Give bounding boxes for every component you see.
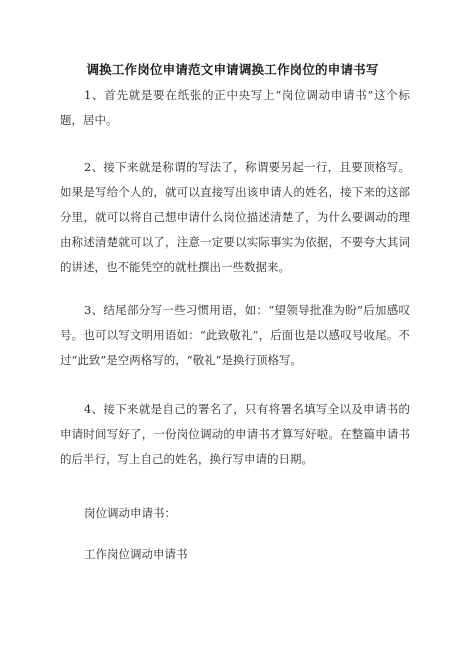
paragraph-step-4: 4、接下来就是自己的署名了，只有将署名填写全以及申请书的申请时间写好了，一份岗位调动的申请书才算写好啦。在整篇申请书的后半行，写上自己的姓名，换行写申请的日期。 <box>60 402 410 466</box>
paragraph-step-2: 2、接下来就是称谓的写法了，称谓要另起一行，且要顶格写。如果是写给个人的，就可以直接写出该申请人的姓名，接下来的这部分里，就可以将自己想申请什么岗位描述清楚了，为什么要调动的理由称述清楚就可以了，注意一定要以实际事实为依据，不要夸大其词的讲述，也不能凭空的就杜撰出一些数据来。 <box>60 160 410 274</box>
document-title: 调换工作岗位申请范文申请调换工作岗位的申请书写 <box>86 62 379 77</box>
section-heading-work-transfer: 工作岗位调动申请书 <box>84 547 188 561</box>
paragraph-step-3: 3、结尾部分写一些习惯用语，如：“望领导批准为盼”后加感叹号。也可以写文明用语如：“此致敬礼”，后面也是以感叹号收尾。不过“此致”是空两格写的，“敬礼”是换行顶格写。 <box>60 303 410 367</box>
paragraph-step-1: 1、首先就是要在纸张的正中央写上“岗位调动申请书”这个标题，居中。 <box>60 88 410 127</box>
section-heading-application: 岗位调动申请书： <box>84 506 176 520</box>
